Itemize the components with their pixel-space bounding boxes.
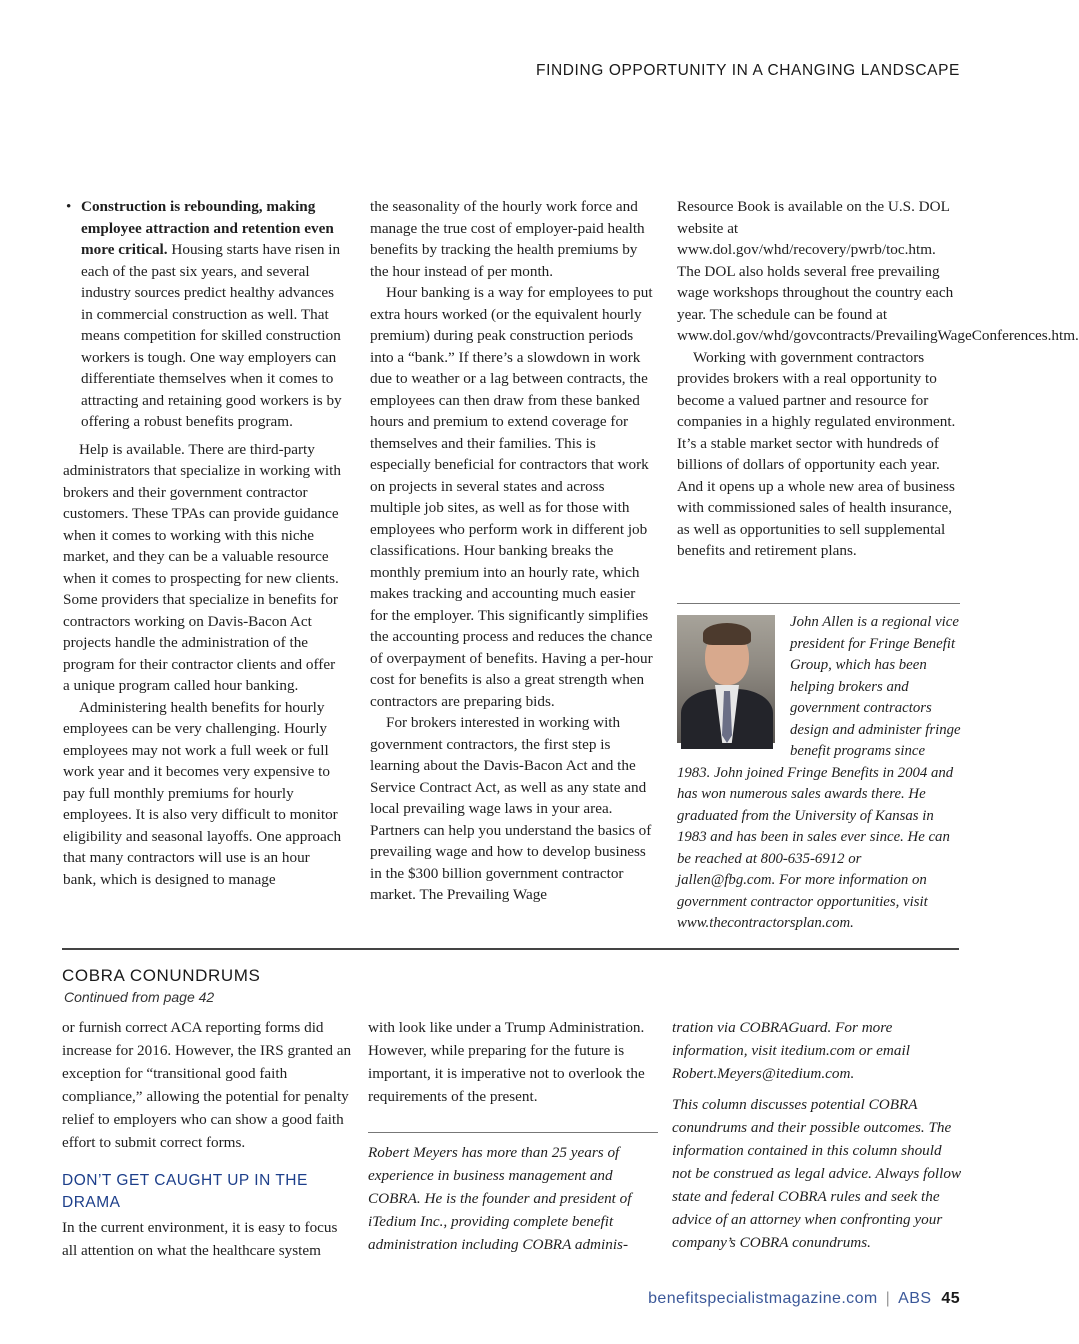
subheading: DON’T GET CAUGHT UP IN THE DRAMA	[62, 1172, 308, 1211]
article-column-3	[677, 196, 1079, 562]
site-link[interactable]: benefitspecialistmagazine.com	[648, 1290, 878, 1307]
paragraph: Administering health benefits for hourly employees can be very challenging. Hourly employees may not work a full week or full work year and it becomes very expensive to pay full monthly premiums for hourly employees. It is also very difficult to monitor eligibility and seasonal layoffs. One approach that many contractors will use is an hour bank, which is designed to manage	[63, 698, 342, 888]
cobra-column-3	[672, 1016, 964, 1254]
cobra-column-2	[368, 1016, 660, 1108]
article-column-2	[370, 196, 655, 906]
paragraph: Hour banking is a way for employees to put extra hours worked (or the equivalent hourly premium) during peak construction periods into a “bank.” If there’s a slowdown in work due to weather or a lag between contracts, the employees can then draw from these banked hours and premium to extend coverage for themselves and their families. This is especially beneficial for contractors that work on projects in several states and across multiple job sites, as well as for those with employees who perform work in different job classifications. Hour banking breaks the monthly premium into an hourly rate, which makes tracking and accounting much easier for the employer. This significantly simplifies the accounting process and reduces the chance of overpayment of benefits. Having a per-hour cost for benefits is also a great strength when contractors are preparing bids.	[370, 284, 653, 710]
author-bio	[677, 612, 962, 935]
paragraph: Resource Book is available on the U.S. DOL website at www.dol.gov/whd/recovery/pwrb/toc.htm. The DOL also holds several free prevailing wage workshops throughout the country each year. The schedule can be found at www.dol.gov/whd/govcontracts/PrevailingWageConferences.htm.	[677, 198, 1079, 344]
running-header: FINDING OPPORTUNITY IN A CHANGING LANDSCAPE	[536, 62, 960, 79]
paragraph: Working with government contractors provides brokers with a real opportunity to become a valued partner and resource for companies in a highly regulated environment. It’s a stable market sector with hundreds of billions of dollars of opportunity each year. And it opens up a whole new area of business with commissioned sales of health insurance, as well as opportunities to sell supplemental benefits and retirement plans.	[677, 348, 956, 559]
section-divider	[62, 948, 959, 950]
disclaimer: This column discusses potential COBRA conundrums and their possible outcomes. The information contained in this column should not be construed as legal advice. Always follow state and federal COBRA rules and seek the advice of an attorney when confronting your company’s COBRA conundrums.	[672, 1096, 962, 1251]
paragraph: the seasonality of the hourly work force and manage the true cost of employer-paid health benefits by tracking the health premiums by the hour instead of per month.	[370, 198, 645, 280]
magazine-abbr: ABS	[898, 1290, 932, 1307]
page-number: 45	[941, 1290, 960, 1307]
bullet-item	[63, 196, 345, 433]
paragraph: or furnish correct ACA reporting forms did increase for 2016. However, the IRS granted an exception for “transitional good faith compliance,” allowing the potential for penalty relief to employers who can show a good faith effort to submit correct forms.	[62, 1019, 352, 1151]
paragraph: Help is available. There are third-party administrators that specialize in working with brokers and their government contractor customers. These TPAs can provide guidance when it comes to working with this niche market, and they can be a valuable resource when it comes to prospecting for new clients. Some providers that specialize in benefits for contractors working on Davis-Bacon Act projects handle the administration of the program for their contractor clients and offer a unique program called hour banking.	[63, 440, 341, 694]
paragraph: For brokers interested in working with government contractors, the first step is learning about the Davis-Bacon Act and the Service Contract Act, as well as any state and local prevailing wage laws in your area. Partners can help you understand the basics of prevailing wage and how to develop business in the $300 billion government contractor market. The Prevailing Wage	[370, 714, 652, 903]
bullet-icon: •	[66, 198, 72, 215]
paragraph: with look like under a Trump Administration. However, while preparing for the future is important, it is imperative not to overlook the requirements of the present.	[368, 1019, 645, 1105]
article-column-1	[63, 196, 345, 890]
author-bio-text: John Allen is a regional vice president for Fringe Benefit Group, which has been helping brokers and government contractors design and administer fringe benefit programs since 1983. John joined Fringe Benefits in 2004 and has won numerous sales awards there. He graduated from the University of Kansas in 1983 and has been in sales ever since. He can be reached at 800-635-6912 or jallen@fbg.com. For more information on government contractor opportunities, visit www.thecontractorsplan.com.	[677, 614, 961, 931]
cobra-author-bio-continued: tration via COBRAGuard. For more information, visit itedium.com or email Robert.Meyers@itedium.com.	[672, 1019, 910, 1082]
bullet-text: Housing starts have risen in each of the past six years, and several industry sources predict healthy advances in commercial construction as well. That means competition for skilled construction workers is tough. One way employers can differentiate themselves when it comes to attracting and retaining good workers is by offering a robust benefits program.	[81, 241, 342, 430]
section-title: COBRA CONUNDRUMS	[62, 966, 261, 985]
continued-note: Continued from page 42	[64, 989, 215, 1005]
page-footer	[648, 1290, 960, 1308]
bullet-lead: Construction is rebounding, making employee attraction and retention even more critical.	[81, 198, 334, 258]
bio-divider	[677, 603, 960, 604]
cobra-column-1	[62, 1016, 352, 1262]
bio-divider	[368, 1132, 658, 1133]
footer-separator: |	[885, 1290, 891, 1307]
paragraph: In the current environment, it is easy to focus all attention on what the healthcare system	[62, 1219, 338, 1259]
cobra-author-bio: Robert Meyers has more than 25 years of experience in business management and COBRA. He is the founder and president of iTedium Inc., providing complete benefit administration including COBRA adminis-	[368, 1144, 632, 1253]
